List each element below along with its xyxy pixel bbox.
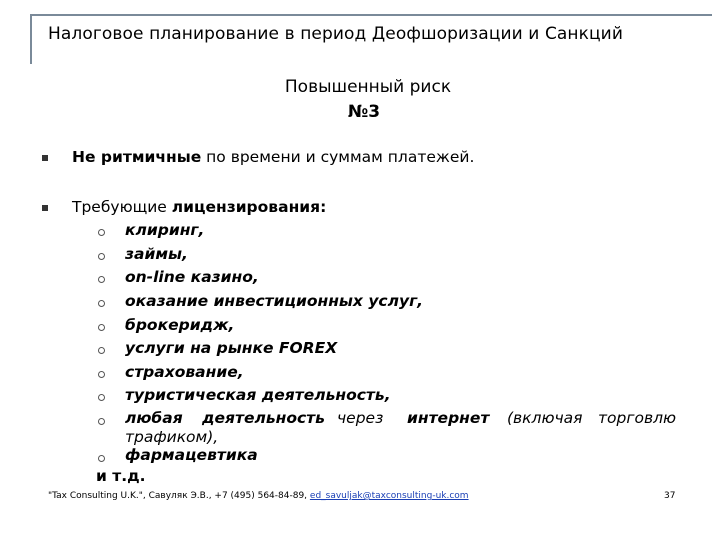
bullet-1-rest: по времени и суммам платежей. bbox=[201, 148, 475, 166]
circle-bullet-icon bbox=[98, 253, 105, 260]
circle-bullet-icon bbox=[98, 300, 105, 307]
footer-email-link[interactable]: ed_savuljak@taxconsulting-uk.com bbox=[309, 491, 469, 501]
circle-bullet-icon bbox=[98, 276, 105, 283]
page-number: 37 bbox=[664, 491, 676, 501]
subtitle-line-2: №3 bbox=[347, 102, 381, 122]
square-bullet-icon bbox=[42, 155, 48, 161]
sub-item-clearing: клиринг, bbox=[125, 221, 205, 239]
circle-bullet-icon bbox=[98, 324, 105, 331]
footer-credits bbox=[48, 491, 469, 501]
sub-item-internet-part6: торговлю bbox=[598, 409, 677, 427]
sub-item-pharmacy: фармацевтика bbox=[125, 446, 258, 464]
sub-item-internet-part1: любая bbox=[125, 409, 183, 427]
sub-item-insurance: страхование, bbox=[125, 363, 244, 381]
sub-item-brokerage: брокеридж, bbox=[125, 316, 235, 334]
sub-item-investment-services: оказание инвестиционных услуг, bbox=[125, 292, 424, 310]
sub-item-online-casino: on-line казино, bbox=[125, 268, 259, 286]
bullet-item-2 bbox=[72, 198, 326, 216]
sub-item-internet-part3: через bbox=[337, 409, 384, 427]
closing-etc: и т.д. bbox=[96, 467, 146, 485]
circle-bullet-icon bbox=[98, 347, 105, 354]
circle-bullet-icon bbox=[98, 394, 105, 401]
subtitle-line-1: Повышенный риск bbox=[284, 77, 452, 97]
bullet-2-bold: лицензирования: bbox=[171, 198, 327, 216]
circle-bullet-icon bbox=[98, 455, 105, 462]
sub-item-forex: услуги на рынке FOREX bbox=[125, 339, 338, 357]
title-frame bbox=[30, 14, 712, 64]
circle-bullet-icon bbox=[98, 418, 105, 425]
sub-item-loans: займы, bbox=[125, 245, 188, 263]
sub-item-tourism: туристическая деятельность, bbox=[125, 386, 391, 404]
square-bullet-icon bbox=[42, 205, 48, 211]
sub-item-internet-part5: (включая bbox=[507, 409, 583, 427]
circle-bullet-icon bbox=[98, 371, 105, 378]
sub-item-internet-cont: трафиком), bbox=[125, 428, 219, 446]
bullet-1-bold: Не ритмичные bbox=[72, 148, 202, 166]
sub-item-internet-part4: интернет bbox=[407, 409, 490, 427]
bullet-item-1 bbox=[72, 148, 474, 166]
sub-item-internet-part2: деятельность bbox=[202, 409, 325, 427]
footer-text: "Tax Consulting U.K.", Савуляк Э.В., +7 (495) 564-84-89, bbox=[48, 491, 310, 501]
circle-bullet-icon bbox=[98, 229, 105, 236]
bullet-2-plain: Требующие bbox=[72, 198, 172, 216]
page-title: Налоговое планирование в период Деофшоризации и Санкций bbox=[48, 24, 623, 44]
